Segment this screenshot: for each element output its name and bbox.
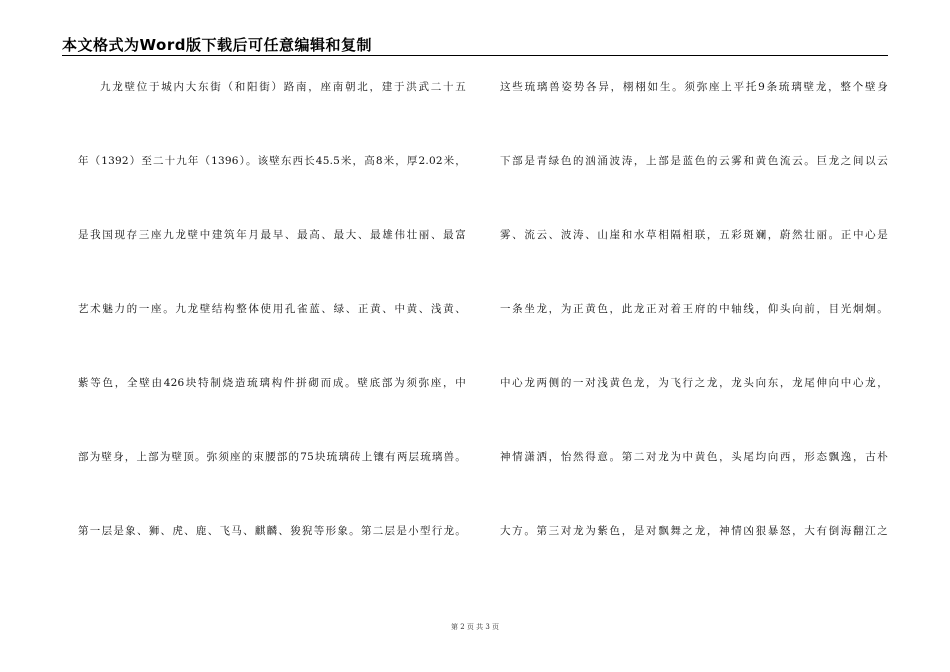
right-line-4: 一条坐龙，为正黄色，此龙正对着王府的中轴线，仰头向前，目光炯炯。 bbox=[500, 303, 888, 315]
right-line-5: 中心龙两侧的一对浅黄色龙，为飞行之龙，龙头向东，龙尾伸向中心龙， bbox=[500, 377, 888, 389]
right-line-7: 大方。第三对龙为紫色，是对飘舞之龙，神情凶狠暴怒，大有倒海翻江之 bbox=[500, 525, 888, 537]
left-line-3: 是我国现存三座九龙壁中建筑年月最早、最高、最大、最雄伟壮丽、最富 bbox=[78, 229, 466, 241]
right-line-6: 神情潇洒，怡然得意。第二对龙为中黄色，头尾均向西，形态飘逸，古朴 bbox=[500, 451, 888, 463]
left-line-2: 年（1392）至二十九年（1396）。该壁东西长45.5米，高8米，厚2.02米， bbox=[78, 155, 466, 167]
left-line-6: 部为壁身，上部为壁顶。弥须座的束腰部的75块琉璃砖上镶有两层琉璃兽。 bbox=[78, 451, 466, 463]
left-line-1: 九龙壁位于城内大东街（和阳街）路南，座南朝北，建于洪武二十五 bbox=[100, 81, 466, 93]
left-line-4: 艺术魅力的一座。九龙壁结构整体使用孔雀蓝、绿、正黄、中黄、浅黄、 bbox=[78, 303, 466, 315]
document-header-title: 本文格式为Word版下载后可任意编辑和复制 bbox=[62, 36, 372, 54]
right-line-3: 雾、流云、波涛、山崖和水草相隔相联，五彩斑斓，蔚然壮丽。正中心是 bbox=[500, 229, 888, 241]
right-line-1: 这些琉璃兽姿势各异，栩栩如生。须弥座上平托9条琉璃壁龙，整个壁身 bbox=[500, 81, 888, 93]
right-line-2: 下部是青绿色的汹涌波涛，上部是蓝色的云雾和黄色流云。巨龙之间以云 bbox=[500, 155, 888, 167]
left-line-7: 第一层是象、狮、虎、鹿、飞马、麒麟、狻猊等形象。第二层是小型行龙。 bbox=[78, 525, 466, 537]
page-number-footer: 第 2 页 共 3 页 bbox=[450, 623, 500, 631]
left-line-5: 紫等色，全壁由426块特制烧造琉璃构件拼砌而成。壁底部为须弥座，中 bbox=[78, 377, 466, 389]
header-divider bbox=[62, 55, 888, 56]
